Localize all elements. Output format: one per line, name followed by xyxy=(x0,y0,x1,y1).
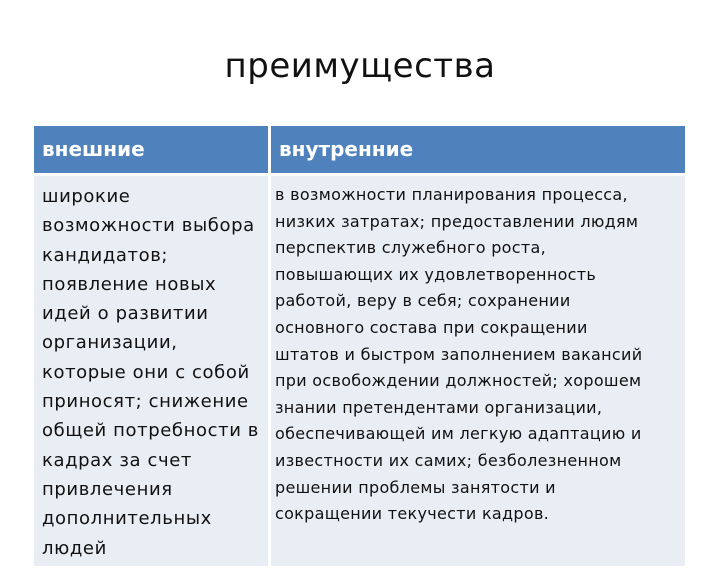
cell-line: работой, веру в себя; сохранении xyxy=(275,291,571,311)
cell-line: обеспечивающей им легкую адаптацию и xyxy=(275,424,642,444)
cell-internal xyxy=(275,182,685,528)
cell-line: в возможности планирования процесса, xyxy=(275,185,628,204)
row-divider xyxy=(34,173,685,176)
cell-line: низких затратах; предоставлении людям xyxy=(275,211,639,231)
cell-line: широкие xyxy=(42,186,131,207)
cell-line: идей о развитии xyxy=(42,303,209,325)
cell-line: кадрах за счет xyxy=(42,449,192,471)
cell-line: приносят; снижение xyxy=(42,391,249,413)
cell-line: основного состава при сокращении xyxy=(275,317,588,337)
header-external: внешние xyxy=(34,126,268,173)
advantages-table xyxy=(34,126,685,566)
cell-line: общей потребности в xyxy=(42,420,260,442)
cell-line: штатов и быстром заполнением вакансий xyxy=(275,344,643,364)
cell-line: возможности выбора xyxy=(42,215,255,237)
cell-line: знании претендентами организации, xyxy=(275,397,603,417)
cell-line: появление новых xyxy=(42,273,217,295)
cell-line: людей xyxy=(42,537,107,559)
cell-line: повышающих их удовлетворенность xyxy=(275,264,597,284)
cell-line: перспектив служебного роста, xyxy=(275,238,546,258)
header-internal: внутренние xyxy=(271,126,685,173)
cell-line: которые они с собой xyxy=(42,361,250,383)
column-divider xyxy=(268,176,271,576)
cell-line: кандидатов; xyxy=(42,244,169,266)
cell-line: привлечения xyxy=(42,478,173,500)
cell-line: известности их самих; безболезненном xyxy=(275,450,622,470)
slide-title: преимущества xyxy=(224,46,496,86)
cell-line: при освобождении должностей; хорошем xyxy=(275,371,642,391)
cell-line: решении проблемы занятости и xyxy=(275,477,556,497)
cell-line: организации, xyxy=(42,332,178,354)
cell-line: дополнительных xyxy=(42,508,212,530)
cell-external xyxy=(42,182,268,563)
cell-line: сокращении текучести кадров. xyxy=(275,504,550,524)
